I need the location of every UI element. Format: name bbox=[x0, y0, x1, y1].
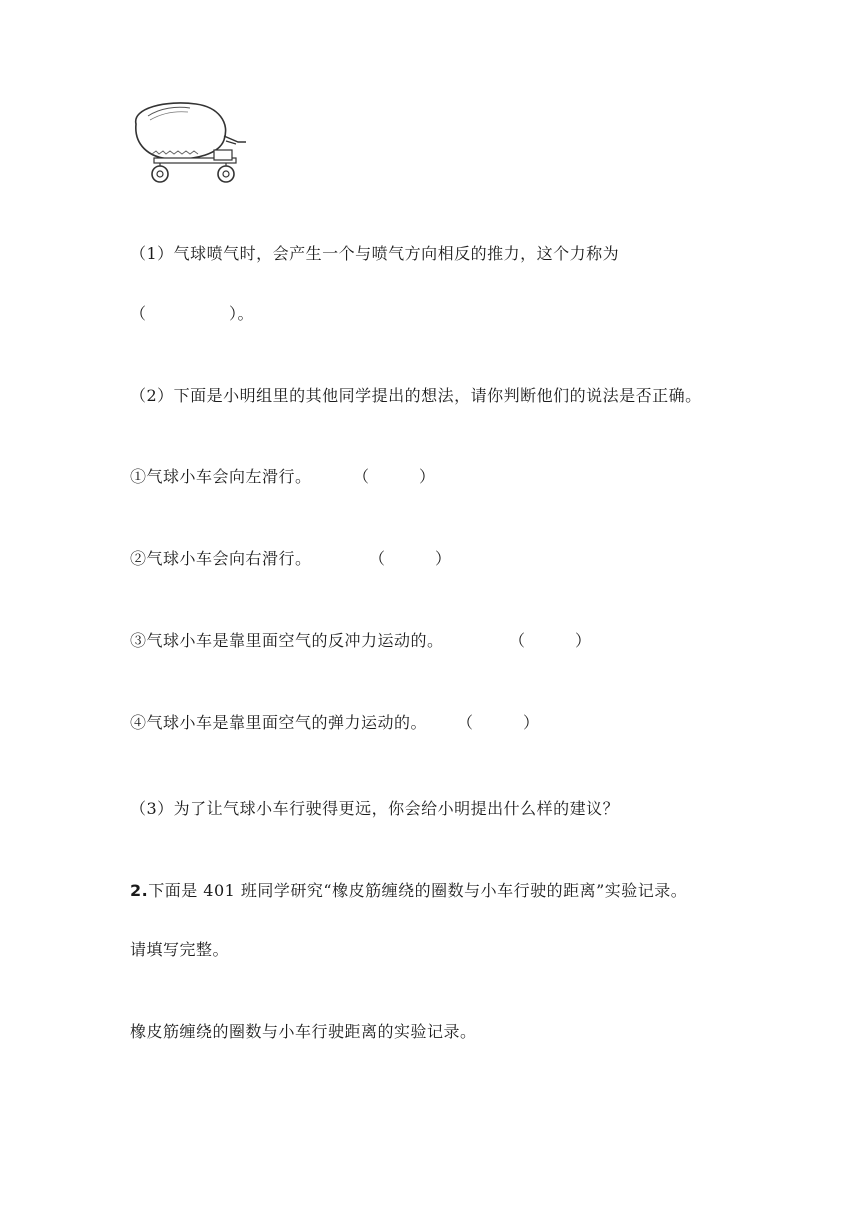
question2-text: 下面是 401 班同学研究“橡皮筋缠绕的圈数与小车行驶的距离”实验记录。 bbox=[148, 881, 688, 900]
statement-3-text: ③气球小车是靠里面空气的反冲力运动的。 bbox=[130, 631, 444, 650]
question2-instruction: 请填写完整。 bbox=[130, 940, 230, 959]
statement-4-answer-blank[interactable]: （ ） bbox=[457, 713, 540, 732]
question2-heading bbox=[130, 881, 687, 901]
statement-3-answer-blank[interactable]: （ ） bbox=[509, 631, 592, 650]
statement-1-text: ①气球小车会向左滑行。 bbox=[130, 467, 312, 486]
statement-4-text: ④气球小车是靠里面空气的弹力运动的。 bbox=[130, 713, 428, 732]
statement-2-answer-blank[interactable]: （ ） bbox=[369, 549, 452, 568]
question1-part1-text: （1）气球喷气时，会产生一个与喷气方向相反的推力，这个力称为 bbox=[130, 244, 620, 263]
statement-1-answer-blank[interactable]: （ ） bbox=[353, 467, 436, 486]
statement-2-text: ②气球小车会向右滑行。 bbox=[130, 549, 312, 568]
balloon-car-illustration bbox=[126, 96, 250, 188]
question1-part1-answer-blank[interactable]: （ ）。 bbox=[130, 304, 255, 323]
question1-part2-text: （2）下面是小明组里的其他同学提出的想法，请你判断他们的说法是否正确。 bbox=[130, 386, 702, 405]
question1-part3-text: （3）为了让气球小车行驶得更远，你会给小明提出什么样的建议？ bbox=[130, 799, 620, 818]
question2-number: 2. bbox=[130, 881, 149, 900]
table-caption: 橡皮筋缠绕的圈数与小车行驶距离的实验记录。 bbox=[130, 1022, 477, 1041]
